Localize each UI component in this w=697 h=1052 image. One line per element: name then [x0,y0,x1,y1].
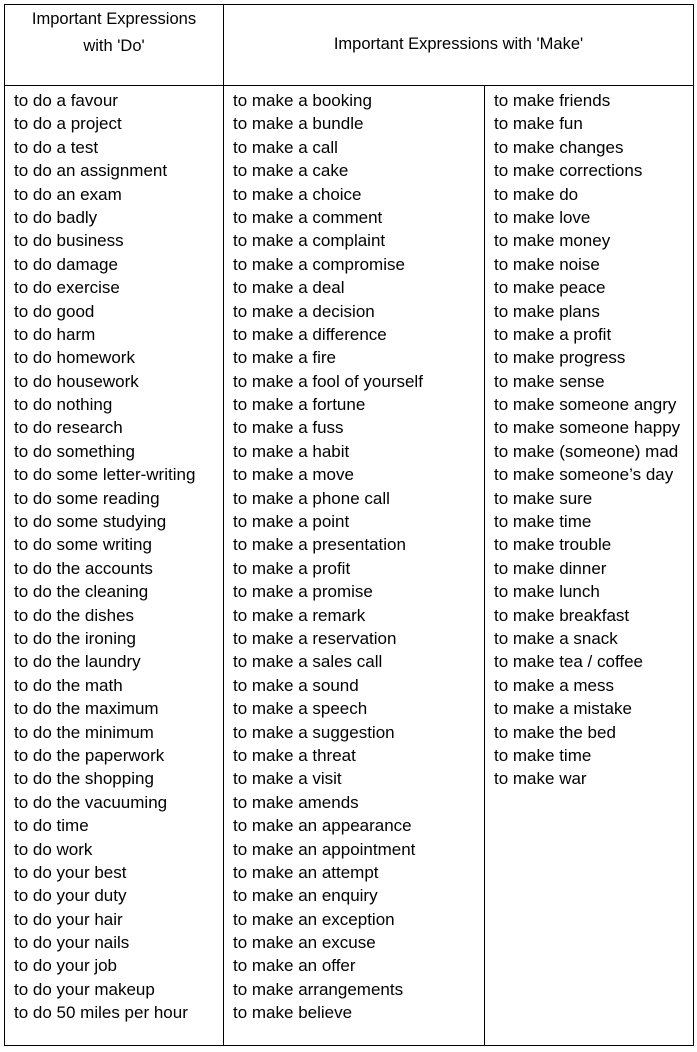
do-expression: to do some reading [14,488,160,508]
make-expression: to make sense [494,371,605,391]
do-expression: to do the dishes [14,605,135,625]
do-header [5,0,223,73]
make-expression: to make amends [233,792,359,812]
make-expression: to make a profit [233,558,351,578]
make-expression: to make a suggestion [233,722,395,742]
do-expression: to do badly [14,207,98,227]
do-header-line2: with 'Do' [83,37,145,55]
make-expression: to make a threat [233,745,356,765]
make-expression: to make an exception [233,909,395,929]
do-expression: to do something [14,441,135,461]
make-expression: to make a mess [494,675,614,695]
column-divider-do [223,5,224,1045]
do-expression: to do 50 miles per hour [14,1003,188,1023]
make-expression: to make love [494,207,591,227]
make-expression: to make trouble [494,535,612,555]
do-expression: to do the minimum [14,722,154,742]
do-expression: to do an exam [14,184,122,204]
do-expression: to do work [14,839,93,859]
make-expression: to make a move [233,465,354,485]
make-expression: to make a profit [494,324,612,344]
make-expression: to make a speech [233,699,368,719]
make-expression: to make noise [494,254,600,274]
make-expression: to make a fuss [233,418,344,438]
make-expression: to make a cake [233,161,349,181]
make-expression: to make someone’s day [494,465,674,485]
do-expression: to do the math [14,675,123,695]
make-expression: to make an appointment [233,839,416,859]
make-expression: to make a decision [233,301,375,321]
do-expression: to do nothing [14,395,113,415]
make-expression: to make a deal [233,278,345,298]
do-expression: to do exercise [14,278,120,298]
make-expression: to make lunch [494,582,600,602]
do-expression: to do homework [14,348,135,368]
make-expression: to make corrections [494,161,643,181]
expressions-table [4,4,694,1046]
make-expression: to make believe [233,1003,353,1023]
do-expression: to do housework [14,371,139,391]
make-expression: to make friends [494,91,611,110]
do-expression: to do a favour [14,91,118,110]
make-expression: to make changes [494,137,624,157]
header-divider [5,85,693,86]
do-expression: to do the ironing [14,628,136,648]
make-expression: to make peace [494,278,606,298]
make-expression: to make a compromise [233,254,405,274]
make-expression: to make time [494,512,592,532]
do-expressions-list [14,89,195,1025]
make-expression: to make breakfast [494,605,630,625]
make-expression: to make a fire [233,348,336,368]
make-expression: to make a bundle [233,114,364,134]
do-expression: to do the cleaning [14,582,149,602]
do-expression: to do research [14,418,123,438]
column-divider-make [484,85,485,1045]
make-expression: to make (someone) mad [494,441,679,461]
make-expression: to make plans [494,301,600,321]
make-expression: to make progress [494,348,626,368]
do-expression: to do harm [14,324,96,344]
make-expression: to make an enquiry [233,886,378,906]
make-expression: to make arrangements [233,979,404,999]
make-expression: to make fun [494,114,583,134]
make-expression: to make a difference [233,324,387,344]
make-expression: to make a fool of yourself [233,371,423,391]
do-expression: to do your duty [14,886,127,906]
make-expression: to make an appearance [233,816,412,836]
make-expression: to make a comment [233,207,383,227]
do-expression: to do time [14,816,89,836]
do-expression: to do your job [14,956,118,976]
make-expression: to make a promise [233,582,373,602]
make-expression: to make a choice [233,184,362,204]
make-expression: to make a sound [233,675,359,695]
make-header-title: Important Expressions with 'Make' [333,34,584,53]
do-expression: to do good [14,301,95,321]
do-expression: to do some letter-writing [14,465,196,485]
make-expression: to make a complaint [233,231,386,251]
make-expression: to make a habit [233,441,350,461]
do-expression: to do the accounts [14,558,153,578]
make-expression: to make a mistake [494,699,632,719]
do-expression: to do business [14,231,124,251]
make-expression: to make a booking [233,91,372,110]
do-expression: to do your best [14,862,127,882]
make-expression: to make dinner [494,558,607,578]
make-expression: to make a sales call [233,652,383,672]
do-expression: to do the paperwork [14,745,165,765]
do-expression: to do damage [14,254,118,274]
make-expression: to make sure [494,488,593,508]
make-expression: to make a call [233,137,338,157]
make-expression: to make a phone call [233,488,390,508]
do-expression: to do some writing [14,535,152,555]
make-expression: to make a point [233,512,350,532]
do-header-line1: Important Expressions [31,10,197,28]
do-expression: to do your hair [14,909,123,929]
make-expression: to make a fortune [233,395,366,415]
do-expression: to do a project [14,114,122,134]
do-expression: to do the laundry [14,652,141,672]
do-expression: to do the vacuuming [14,792,168,812]
do-expression: to do your nails [14,933,130,953]
do-expression: to do some studying [14,512,167,532]
make-expression: to make war [494,769,587,789]
make-expression: to make a presentation [233,535,406,555]
make-expressions-list-2 [494,89,680,791]
make-expression: to make an attempt [233,862,379,882]
make-expression: to make an excuse [233,933,376,953]
do-expression: to do a test [14,137,99,157]
make-expression: to make someone angry [494,395,677,415]
make-expression: to make the bed [494,722,616,742]
do-expression: to do the maximum [14,699,159,719]
do-expression: to do the shopping [14,769,154,789]
make-expressions-list-1 [233,89,423,1025]
make-expression: to make a visit [233,769,342,789]
do-expression: to do your makeup [14,979,155,999]
make-expression: to make tea / coffee [494,652,643,672]
make-header [224,4,693,84]
make-expression: to make do [494,184,579,204]
make-expression: to make a snack [494,628,618,648]
make-expression: to make someone happy [494,418,681,438]
make-expression: to make an offer [233,956,356,976]
make-expression: to make a remark [233,605,366,625]
do-expression: to do an assignment [14,161,168,181]
make-expression: to make money [494,231,611,251]
make-expression: to make a reservation [233,628,397,648]
make-expression: to make time [494,745,592,765]
